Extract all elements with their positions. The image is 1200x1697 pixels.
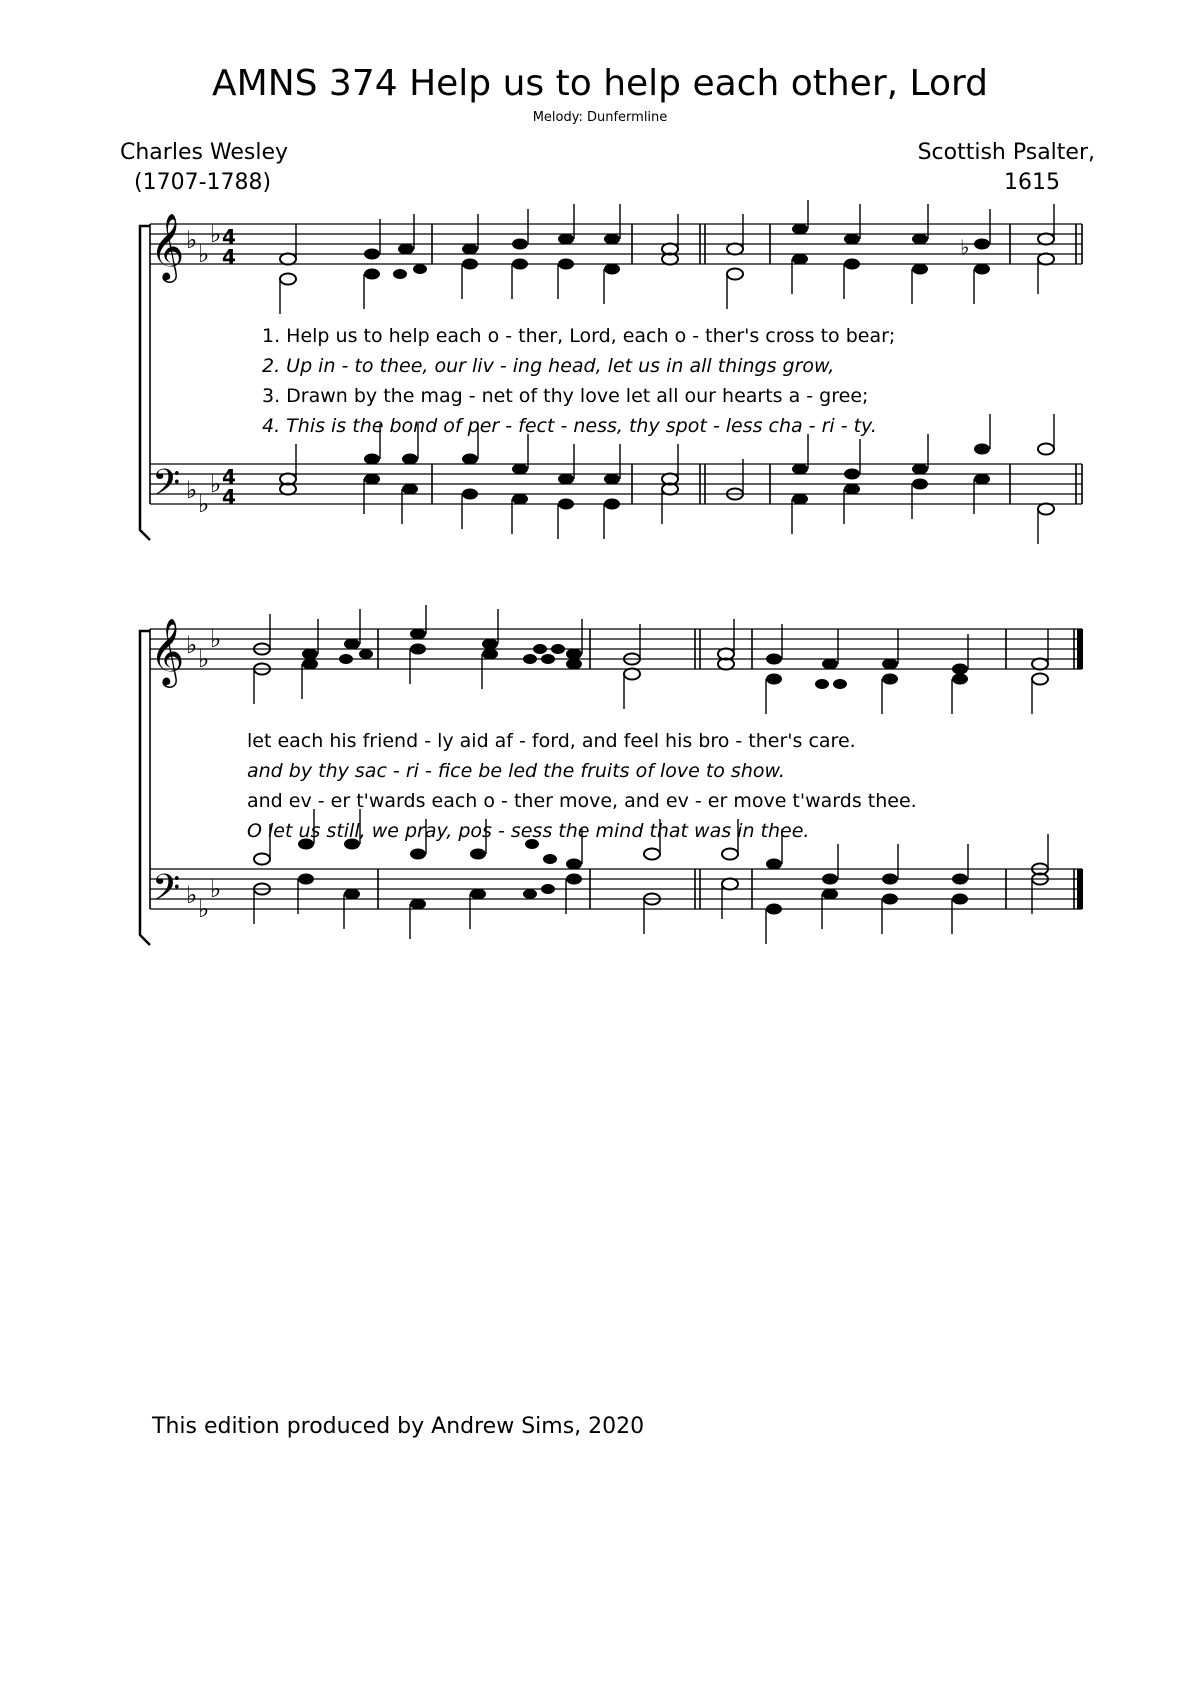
verse-4-line-2: O let us still, we pray, pos - sess the mind that was in thee. xyxy=(247,820,810,842)
verse-2-line-1: 2. Up in - to thee, our liv - ing head, let us in all things grow, xyxy=(262,355,835,377)
treble-clef-icon: 𝄞 xyxy=(150,617,185,685)
system-bracket xyxy=(140,226,150,540)
music-system-2 xyxy=(0,605,1200,965)
author-name: Charles Wesley xyxy=(120,140,289,165)
flat-icon: ♭ xyxy=(186,476,198,504)
composer-source: Scottish Psalter, xyxy=(917,140,1095,165)
flat-icon: ♭ xyxy=(210,625,222,653)
edition-credit: This edition produced by Andrew Sims, 2020 xyxy=(152,1414,645,1439)
author-dates: (1707-1788) xyxy=(134,170,272,195)
flat-icon: ♭ xyxy=(198,895,210,923)
verse-3-line-1: 3. Drawn by the mag - net of thy love let all our hearts a - gree; xyxy=(262,385,869,407)
flat-icon: ♭ xyxy=(198,490,210,518)
flat-icon: ♭ xyxy=(210,470,222,498)
time-signature: 4 xyxy=(222,245,236,269)
time-signature: 4 xyxy=(222,225,236,249)
flat-icon: ♭ xyxy=(960,235,970,259)
time-signature: 4 xyxy=(222,485,236,509)
melody-name: Melody: Dunfermline xyxy=(532,110,668,125)
verse-2-line-2: and by thy sac - ri - fice be led the fruits of love to show. xyxy=(247,760,785,782)
verse-4-line-1: 4. This is the bond of per - fect - ness, thy spot - less cha - ri - ty. xyxy=(262,415,877,437)
bass-staff-2 xyxy=(150,867,1082,923)
verse-1-line-2: let each his friend - ly aid af - ford, and feel his bro - ther's care. xyxy=(247,730,856,752)
flat-icon: ♭ xyxy=(210,220,222,248)
flat-icon: ♭ xyxy=(186,881,198,909)
flat-icon: ♭ xyxy=(198,240,210,268)
flat-icon: ♭ xyxy=(210,875,222,903)
bass-clef-icon: 𝄢 xyxy=(152,867,181,918)
flat-icon: ♭ xyxy=(186,631,198,659)
verse-1-line-1: 1. Help us to help each o - ther, Lord, each o - ther's cross to bear; xyxy=(262,325,896,347)
music-system-1 xyxy=(0,200,1200,560)
flat-icon: ♭ xyxy=(186,226,198,254)
treble-clef-icon: 𝄞 xyxy=(150,212,185,280)
verse-3-line-2: and ev - er t'wards each o - ther move, and ev - er move t'wards thee. xyxy=(247,790,917,812)
composer-year: 1615 xyxy=(1004,170,1060,195)
time-signature: 4 xyxy=(222,465,236,489)
bass-clef-icon: 𝄢 xyxy=(152,462,181,513)
flat-icon: ♭ xyxy=(198,645,210,673)
treble-staff-2 xyxy=(150,617,1082,688)
system-bracket xyxy=(140,631,150,945)
hymn-title: AMNS 374 Help us to help each other, Lord xyxy=(212,63,988,104)
bass-staff-1 xyxy=(150,462,1082,518)
